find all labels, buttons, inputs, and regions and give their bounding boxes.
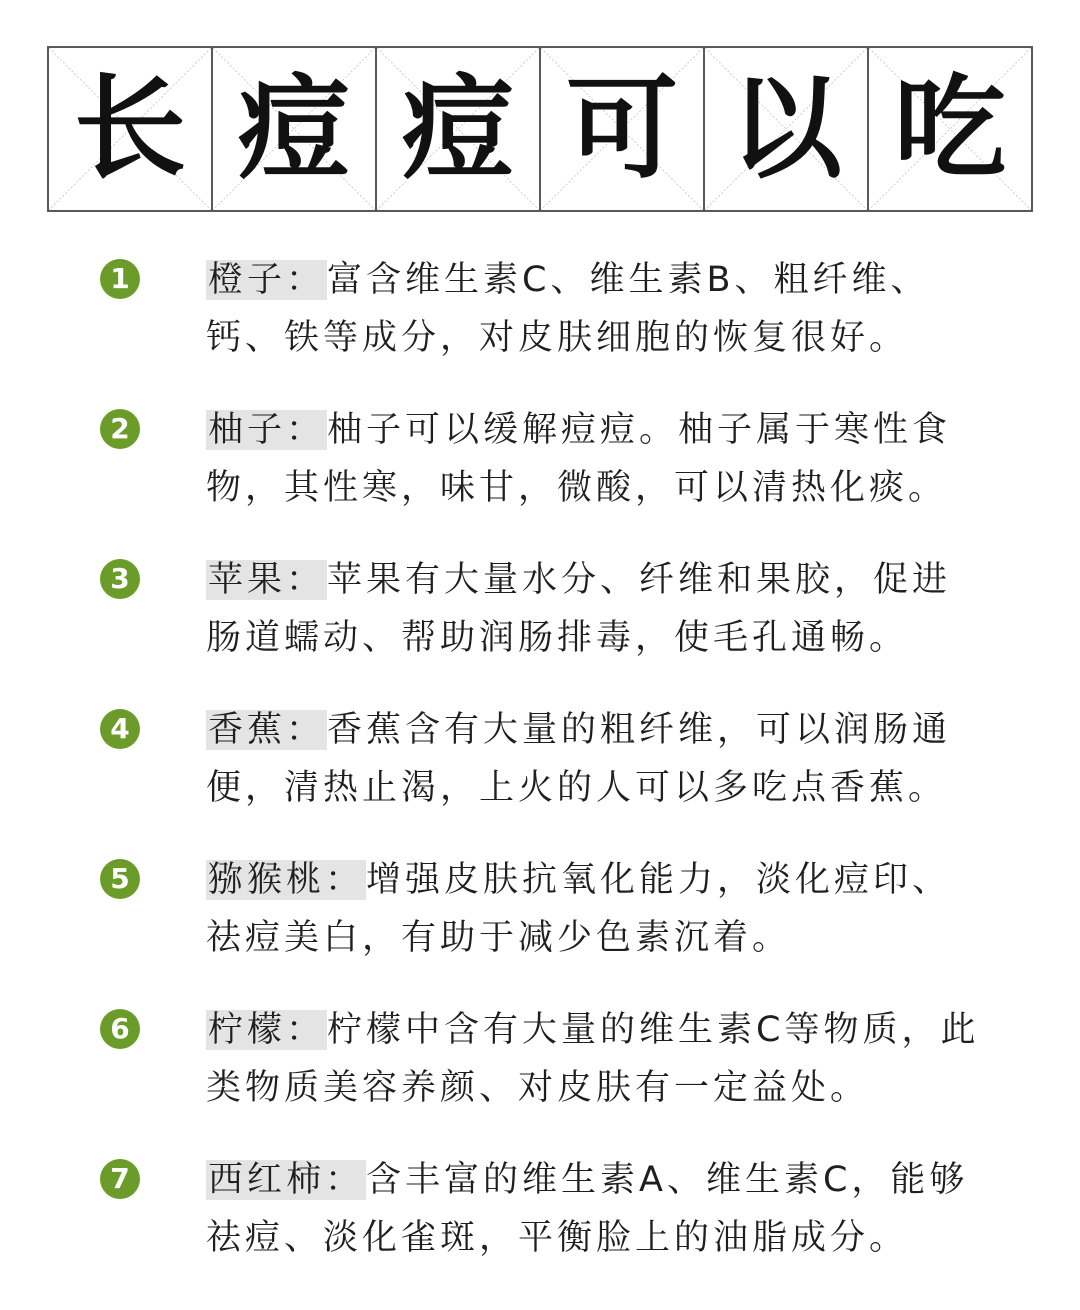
- item-text: [206, 251, 981, 367]
- item-label: 柚子：: [208, 410, 326, 450]
- item-text: [206, 851, 981, 967]
- number-badge: 1: [100, 259, 140, 299]
- number-badge: 6: [100, 1009, 140, 1049]
- item-description: 香蕉含有大量的粗纤维，可以润肠通便，清热止渴，上火的人可以多吃点香蕉。: [206, 710, 952, 808]
- number-badge: 3: [100, 559, 140, 599]
- list-item: [96, 697, 996, 847]
- item-label: 柠檬：: [208, 1010, 326, 1050]
- title-char: 可: [566, 64, 678, 194]
- title-cell: [213, 48, 377, 210]
- number-badge: 4: [100, 709, 140, 749]
- title-cell: [377, 48, 541, 210]
- list-item: [96, 247, 996, 397]
- list-item: [96, 847, 996, 997]
- item-text: [206, 701, 981, 817]
- list-item: [96, 547, 996, 697]
- title-cell: [541, 48, 705, 210]
- title-char: 以: [730, 64, 842, 194]
- item-description: 柠檬中含有大量的维生素C等物质，此类物质美容养颜、对皮肤有一定益处。: [206, 1010, 980, 1108]
- title-cell: [705, 48, 869, 210]
- item-text: [206, 401, 981, 517]
- item-label: 猕猴桃：: [208, 860, 365, 900]
- number-badge: 7: [100, 1159, 140, 1199]
- item-description: 苹果有大量水分、纤维和果胶，促进肠道蠕动、帮助润肠排毒，使毛孔通畅。: [206, 560, 952, 658]
- item-text: [206, 1001, 981, 1117]
- item-description: 增强皮肤抗氧化能力，淡化痘印、祛痘美白，有助于减少色素沉着。: [206, 860, 952, 958]
- fruit-list: [96, 247, 996, 1297]
- title-char: 吃: [894, 64, 1006, 194]
- title-char: 痘: [402, 64, 514, 194]
- list-item: [96, 397, 996, 547]
- item-text: [206, 1151, 981, 1267]
- list-item: [96, 997, 996, 1147]
- item-description: 含丰富的维生素A、维生素C，能够祛痘、淡化雀斑，平衡脸上的油脂成分。: [206, 1160, 969, 1258]
- number-badge: 5: [100, 859, 140, 899]
- list-item: [96, 1147, 996, 1297]
- item-label: 橙子：: [208, 260, 326, 300]
- number-badge: 2: [100, 409, 140, 449]
- item-description: 柚子可以缓解痘痘。柚子属于寒性食物，其性寒，味甘，微酸，可以清热化痰。: [206, 410, 952, 508]
- item-description: 富含维生素C、维生素B、粗纤维、钙、铁等成分，对皮肤细胞的恢复很好。: [206, 260, 930, 358]
- item-label: 香蕉：: [208, 710, 326, 750]
- title-grid: [47, 46, 1033, 212]
- item-label: 西红柿：: [208, 1160, 365, 1200]
- title-char: 长: [74, 64, 186, 194]
- title-char: 痘: [238, 64, 350, 194]
- title-cell: [869, 48, 1031, 210]
- title-cell: [49, 48, 213, 210]
- item-label: 苹果：: [208, 560, 326, 600]
- item-text: [206, 551, 981, 667]
